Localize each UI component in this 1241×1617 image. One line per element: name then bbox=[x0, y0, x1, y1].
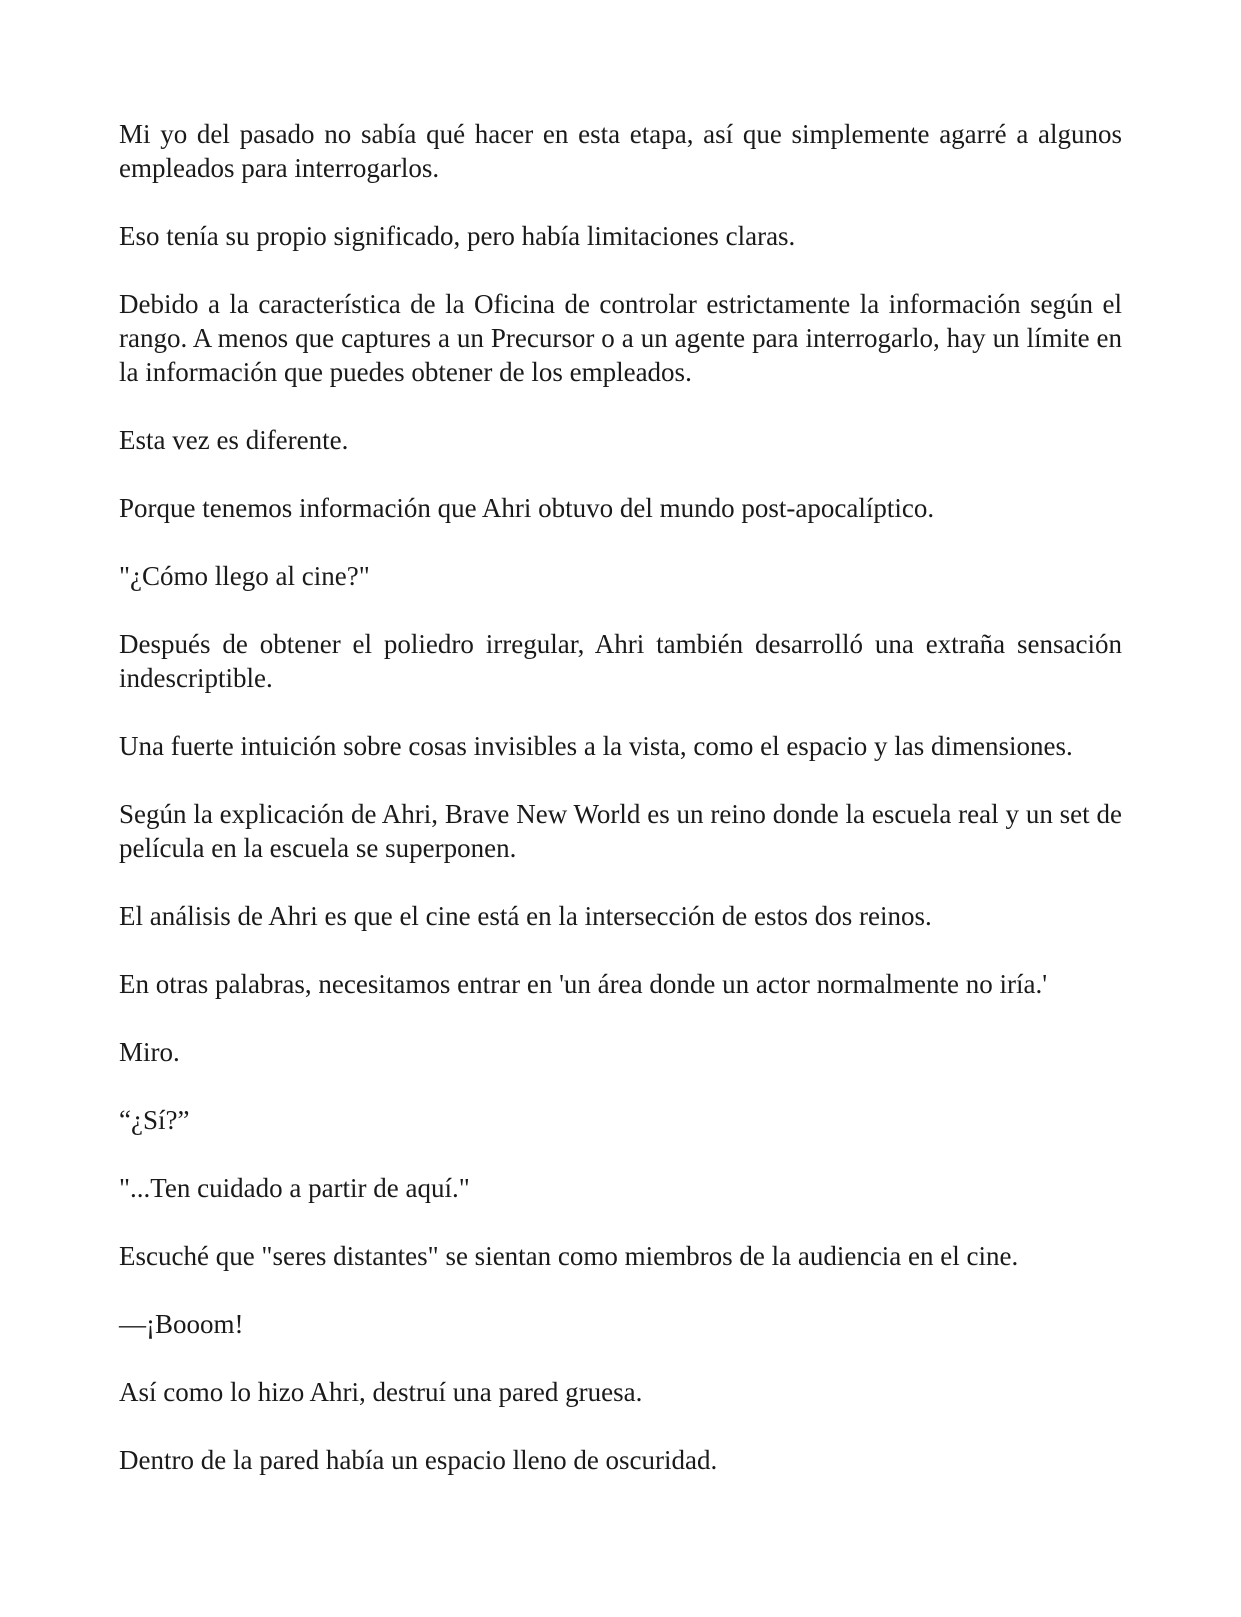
paragraph-16: —¡Booom! bbox=[119, 1309, 244, 1339]
paragraph-13: “¿Sí?” bbox=[119, 1105, 190, 1135]
paragraph-6: "¿Cómo llego al cine?" bbox=[119, 561, 370, 591]
paragraph-7: Después de obtener el poliedro irregular, Ahri también desarrolló una extraña sensación indescriptible. bbox=[119, 629, 1122, 693]
paragraph-12: Miro. bbox=[119, 1037, 180, 1067]
paragraph-9: Según la explicación de Ahri, Brave New World es un reino donde la escuela real y un set de película en la escuela se superponen. bbox=[119, 799, 1122, 863]
paragraph-11: En otras palabras, necesitamos entrar en 'un área donde un actor normalmente no iría.' bbox=[119, 969, 1048, 999]
paragraph-10: El análisis de Ahri es que el cine está en la intersección de estos dos reinos. bbox=[119, 901, 932, 931]
paragraph-3: Debido a la característica de la Oficina de controlar estrictamente la información según el rango. A menos que captures a un Precursor o a un agente para interrogarlo, hay un límite en la información que puedes obtener de los empleados. bbox=[119, 289, 1122, 387]
paragraph-2: Eso tenía su propio significado, pero había limitaciones claras. bbox=[119, 221, 796, 251]
paragraph-18: Dentro de la pared había un espacio lleno de oscuridad. bbox=[119, 1445, 718, 1475]
paragraph-1: Mi yo del pasado no sabía qué hacer en esta etapa, así que simplemente agarré a algunos empleados para interrogarlos. bbox=[119, 119, 1122, 183]
paragraph-5: Porque tenemos información que Ahri obtuvo del mundo post-apocalíptico. bbox=[119, 493, 935, 523]
paragraph-15: Escuché que "seres distantes" se sientan como miembros de la audiencia en el cine. bbox=[119, 1241, 1019, 1271]
paragraph-4: Esta vez es diferente. bbox=[119, 425, 349, 455]
paragraph-17: Así como lo hizo Ahri, destruí una pared gruesa. bbox=[119, 1377, 643, 1407]
document-page bbox=[119, 117, 1122, 1511]
paragraph-14: "...Ten cuidado a partir de aquí." bbox=[119, 1173, 470, 1203]
paragraph-8: Una fuerte intuición sobre cosas invisibles a la vista, como el espacio y las dimensiones. bbox=[119, 731, 1073, 761]
